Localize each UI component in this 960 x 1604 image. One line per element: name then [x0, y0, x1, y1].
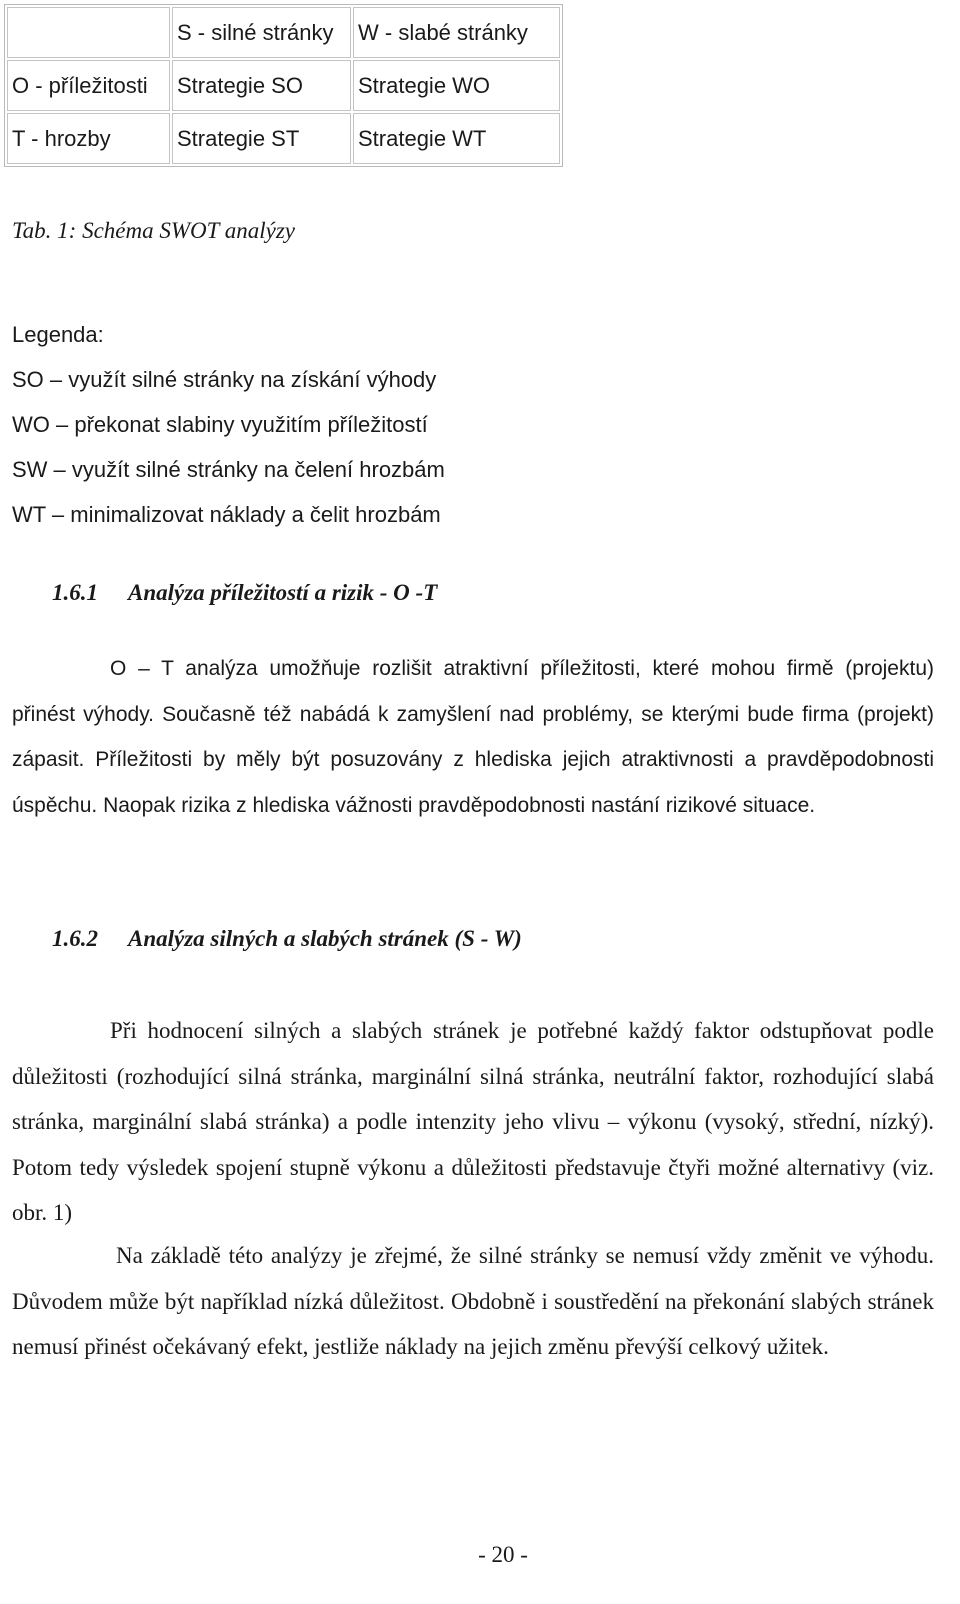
section-heading [52, 580, 437, 606]
table-cell: Strategie WT [353, 113, 560, 164]
legend-title: Legenda: [12, 322, 104, 347]
swot-table [4, 4, 563, 167]
section-number: 1.6.2 [52, 926, 98, 951]
table-row-header: T - hrozby [7, 113, 170, 164]
table-header-cell: W - slabé stránky [353, 7, 560, 58]
table-cell: Strategie ST [172, 113, 351, 164]
table-cell [7, 7, 170, 58]
paragraph: Na základě této analýzy je zřejmé, že silné stránky se nemusí vždy změnit ve výhodu. Důvodem může být například nízká důležitost. Obdobně i soustředění na překonání slabých stránek nemusí přinést očekávaný efekt, jestliže náklady na jejich změnu převýší celkový užitek. [12, 1243, 934, 1360]
page-number: - 20 - [478, 1542, 528, 1567]
legend-item: WO – překonat slabiny využitím příležitostí [12, 412, 428, 437]
table-header-row [7, 7, 560, 58]
section-title: Analýza příležitostí a rizik - O -T [128, 580, 438, 605]
table-caption: Tab. 1: Schéma SWOT analýzy [12, 218, 296, 243]
paragraph: O – T analýza umožňuje rozlišit atraktivní příležitosti, které mohou firmě (projektu) přinést výhody. Současně též nabádá k zamyšlení nad problémy, se kterými bude firma (projekt) zápasit. Příležitosti by měly být posuzovány z hlediska jejich atraktivnosti a pravděpodobnosti úspěchu. Naopak rizika z hlediska vážnosti pravděpodobnosti nastání rizikové situace. [12, 657, 934, 817]
paragraph: Při hodnocení silných a slabých stránek je potřebné každý faktor odstupňovat podle důležitosti (rozhodující silná stránka, marginální silná stránka, neutrální faktor, rozhodující slabá stránka, marginální slabá stránka) a podle intenzity jeho vlivu – výkonu (vysoký, střední, nízký). Potom tedy výsledek spojení stupně výkonu a důležitosti představuje čtyři možné alternativy (viz. obr. 1) [12, 1018, 934, 1226]
table-row [7, 60, 560, 111]
table-cell: Strategie WO [353, 60, 560, 111]
table-row [7, 113, 560, 164]
section-heading [52, 926, 522, 952]
table-row-header: O - příležitosti [7, 60, 170, 111]
section-number: 1.6.1 [52, 580, 98, 605]
legend [12, 312, 445, 537]
table-cell: Strategie SO [172, 60, 351, 111]
legend-item: SW – využít silné stránky na čelení hrozbám [12, 457, 445, 482]
table-header-cell: S - silné stránky [172, 7, 351, 58]
legend-item: WT – minimalizovat náklady a čelit hrozbám [12, 502, 441, 527]
legend-item: SO – využít silné stránky na získání výhody [12, 367, 437, 392]
section-title: Analýza silných a slabých stránek (S - W) [128, 926, 522, 951]
